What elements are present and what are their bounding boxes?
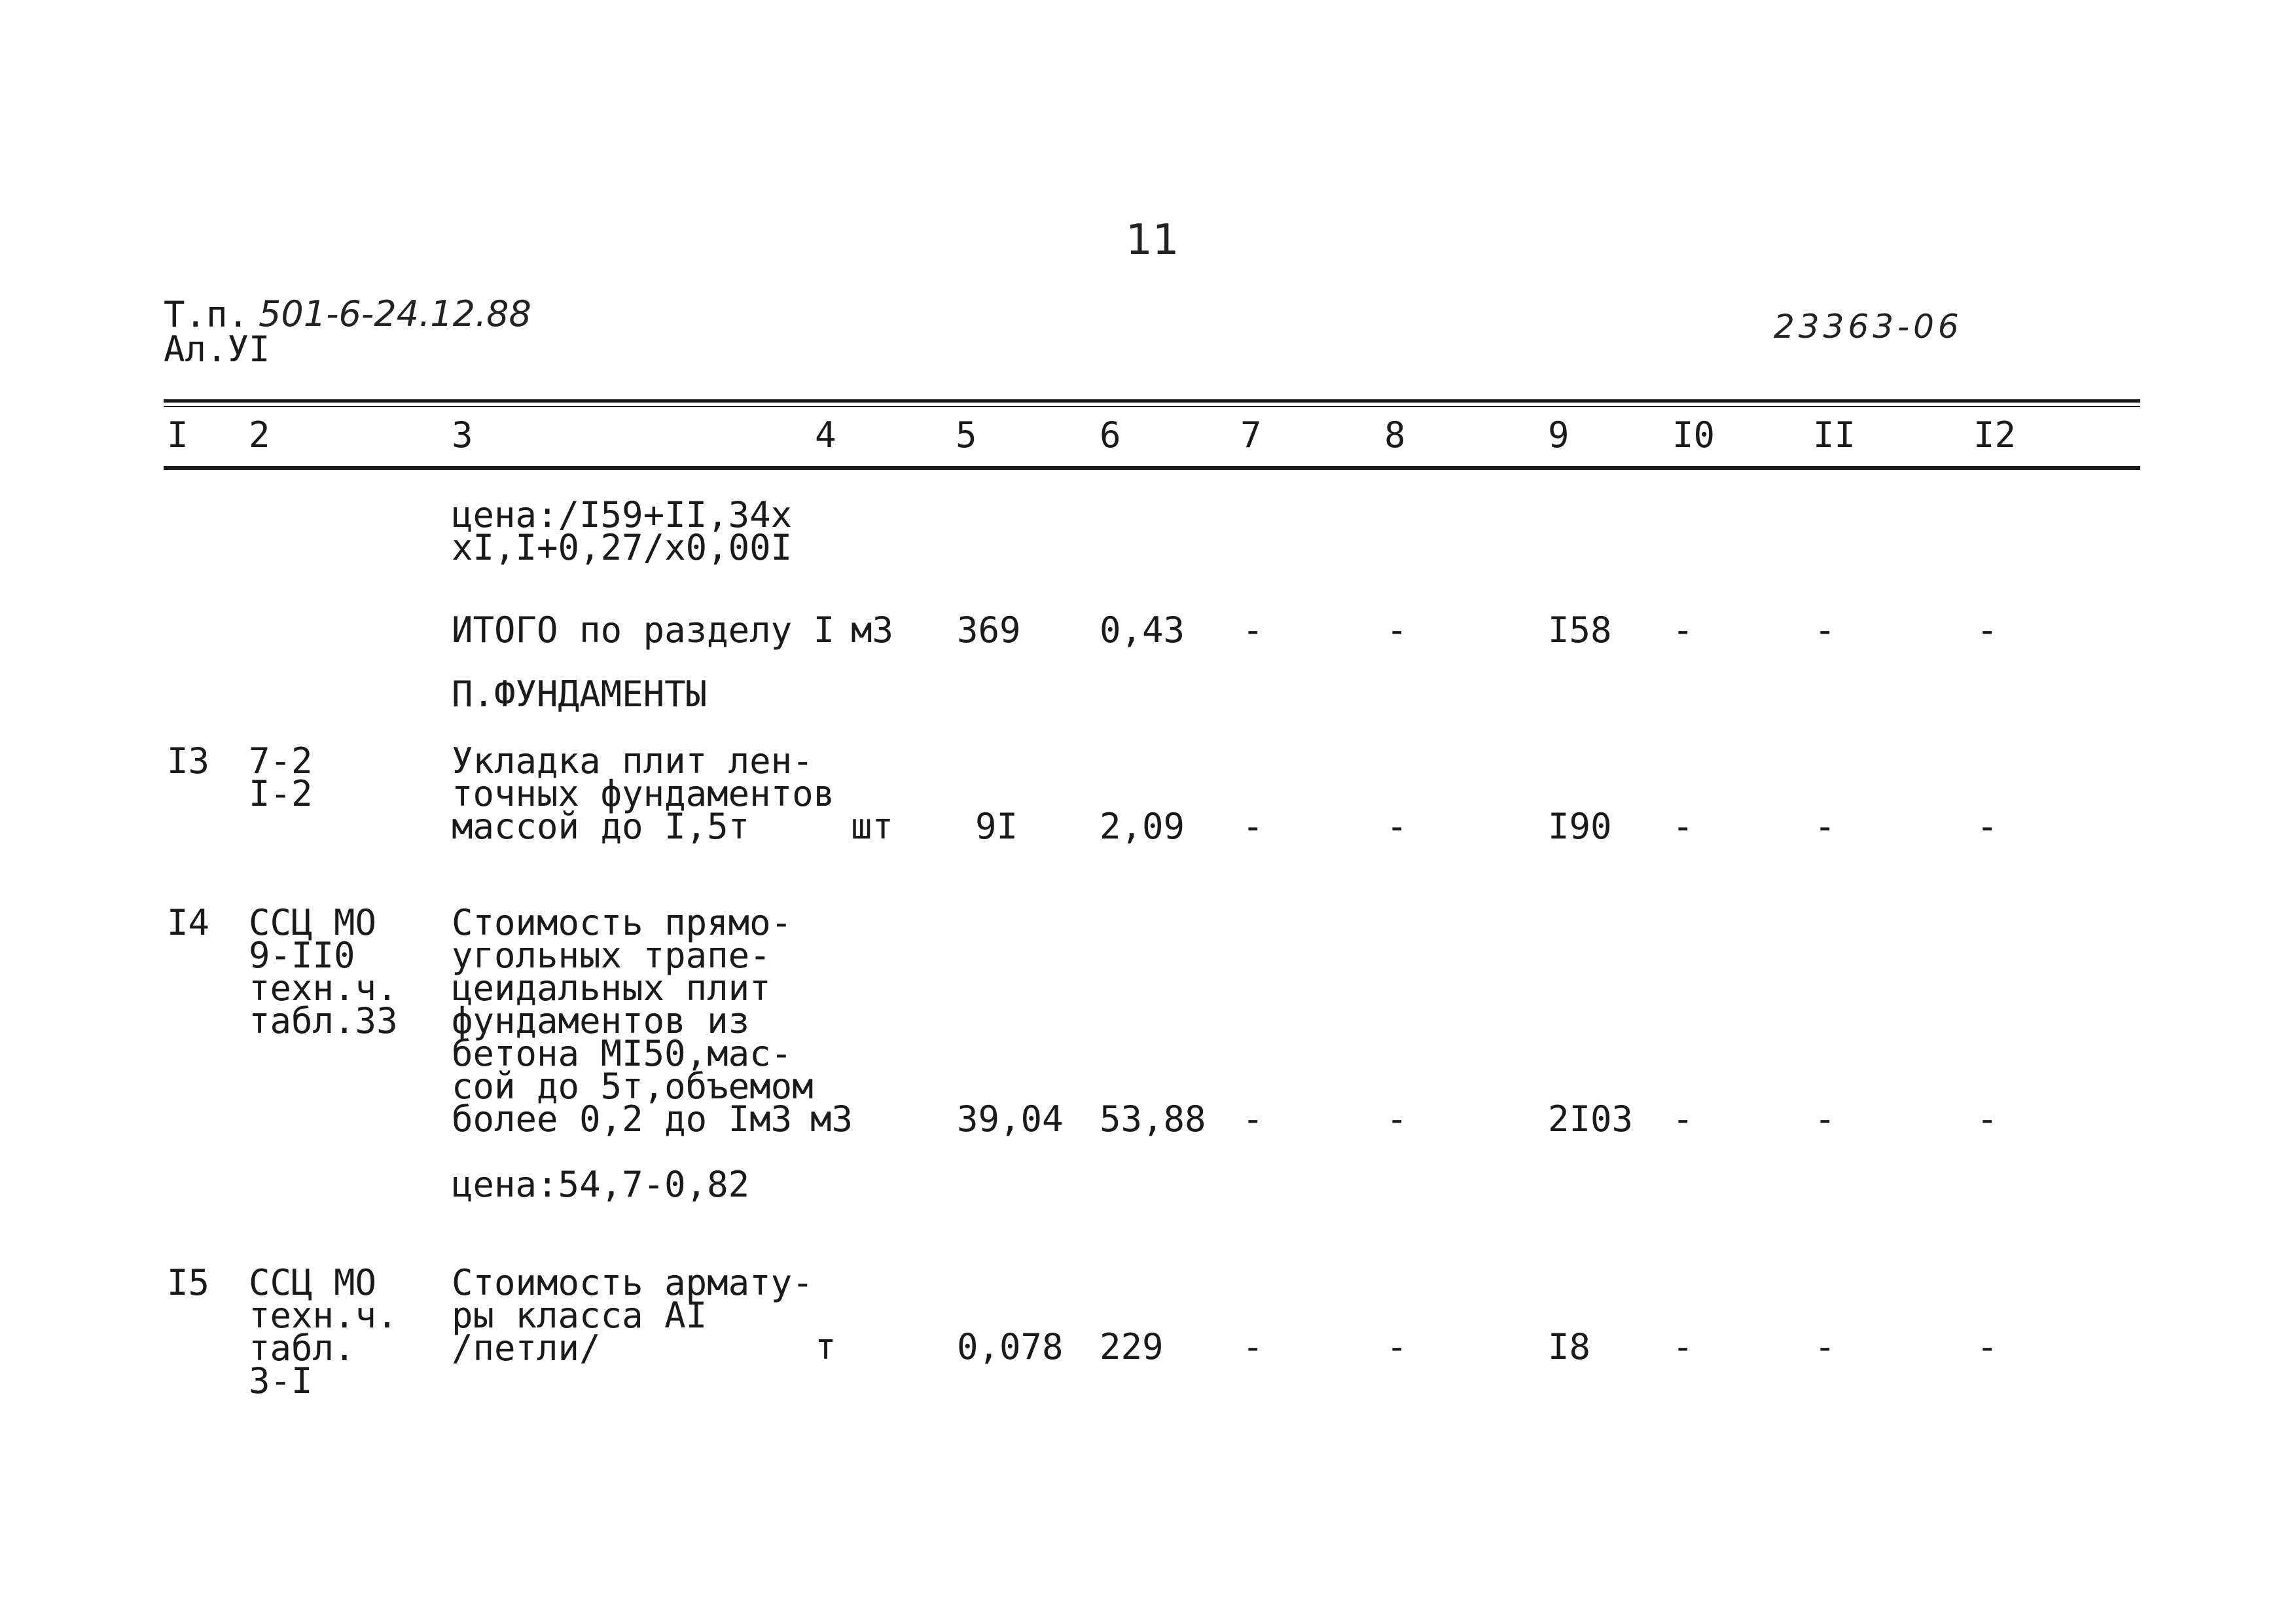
tp-label: Т.п.: [164, 294, 249, 335]
cell-col9: 2I03: [1548, 1098, 1634, 1140]
cell-col11: -: [1814, 1098, 1836, 1140]
cell-col8: -: [1386, 609, 1408, 651]
section-heading: П.ФУНДАМЕНТЫ: [452, 674, 708, 715]
cell-col11: -: [1814, 609, 1836, 651]
cell-col10: -: [1672, 806, 1694, 847]
col-header-10: I0: [1672, 414, 1715, 456]
cell-col7: -: [1242, 806, 1264, 847]
cell-description: Укладка плит лен- точных фундаментов массой до I,5т: [452, 740, 835, 847]
table-top-rule: [164, 399, 2140, 403]
document-number: 23363-06: [1774, 308, 1963, 346]
cell-unit: м3: [810, 1098, 853, 1140]
cell-col9: I90: [1548, 806, 1612, 847]
cell-col6: 2,09: [1100, 806, 1185, 847]
cell-code: ССЦ МО техн.ч. табл. 3-I: [249, 1262, 398, 1401]
price-formula: цена:54,7-0,82: [452, 1164, 750, 1205]
cell-col8: -: [1386, 806, 1408, 847]
cell-col12: -: [1977, 609, 1998, 651]
cell-col10: -: [1672, 609, 1694, 651]
cell-col6: 53,88: [1100, 1098, 1206, 1140]
cell-col7: -: [1242, 1326, 1264, 1367]
cell-col10: -: [1672, 1326, 1694, 1367]
cell-unit: т: [815, 1326, 836, 1367]
cell-col10: -: [1672, 1098, 1694, 1140]
cell-col9: I58: [1548, 609, 1612, 651]
cell-col11: -: [1814, 1326, 1836, 1367]
cell-col5: 9I: [975, 806, 1018, 847]
cell-col9: I8: [1548, 1326, 1591, 1367]
cell-unit: шт: [851, 806, 894, 847]
cell-col6: 0,43: [1100, 609, 1185, 651]
col-header-12: I2: [1973, 414, 2017, 456]
cell-description: Стоимость прямо- угольных трапе- цеидальных плит фундаментов из бетона МI50,мас- сой до 5т,объемом более 0,2 до Iм3: [452, 902, 814, 1140]
cell-col5: 0,078: [957, 1326, 1064, 1367]
col-header-11: II: [1813, 414, 1856, 456]
table-header-bottom-rule: [164, 466, 2140, 470]
page-number: 11: [1126, 216, 1179, 264]
cell-unit: м3: [851, 609, 894, 651]
col-header-2: 2: [249, 414, 270, 456]
price-formula: цена:/I59+II,34х хI,I+0,27/х0,00I: [452, 494, 793, 568]
col-header-3: 3: [452, 414, 473, 456]
table-top-rule-thin: [164, 406, 2140, 407]
cell-col8: -: [1386, 1098, 1408, 1140]
cell-item-number: I5: [167, 1262, 210, 1303]
cell-item-number: I4: [167, 902, 210, 943]
cell-col5: 39,04: [957, 1098, 1064, 1140]
al-label: Ал.УI: [164, 329, 270, 370]
cell-col12: -: [1977, 1326, 1998, 1367]
col-header-6: 6: [1100, 414, 1121, 456]
cell-col8: -: [1386, 1326, 1408, 1367]
cell-col7: -: [1242, 609, 1264, 651]
col-header-1: I: [167, 414, 188, 456]
cell-col7: -: [1242, 1098, 1264, 1140]
col-header-4: 4: [815, 414, 836, 456]
col-header-8: 8: [1384, 414, 1406, 456]
cell-col6: 229: [1100, 1326, 1164, 1367]
tp-code: 501-6-24.12.88: [259, 293, 531, 334]
col-header-5: 5: [956, 414, 977, 456]
cell-col12: -: [1977, 1098, 1998, 1140]
cell-code: 7-2 I-2: [249, 740, 313, 814]
cell-code: ССЦ МО 9-II0 техн.ч. табл.33: [249, 902, 398, 1041]
cell-col5: 369: [957, 609, 1021, 651]
cell-col11: -: [1814, 806, 1836, 847]
cell-description: Стоимость армату- ры класса АI /петли/: [452, 1262, 814, 1369]
col-header-9: 9: [1548, 414, 1570, 456]
cell-item-number: I3: [167, 740, 210, 782]
col-header-7: 7: [1240, 414, 1262, 456]
total-label: ИТОГО по разделу I: [452, 609, 835, 651]
cell-col12: -: [1977, 806, 1998, 847]
